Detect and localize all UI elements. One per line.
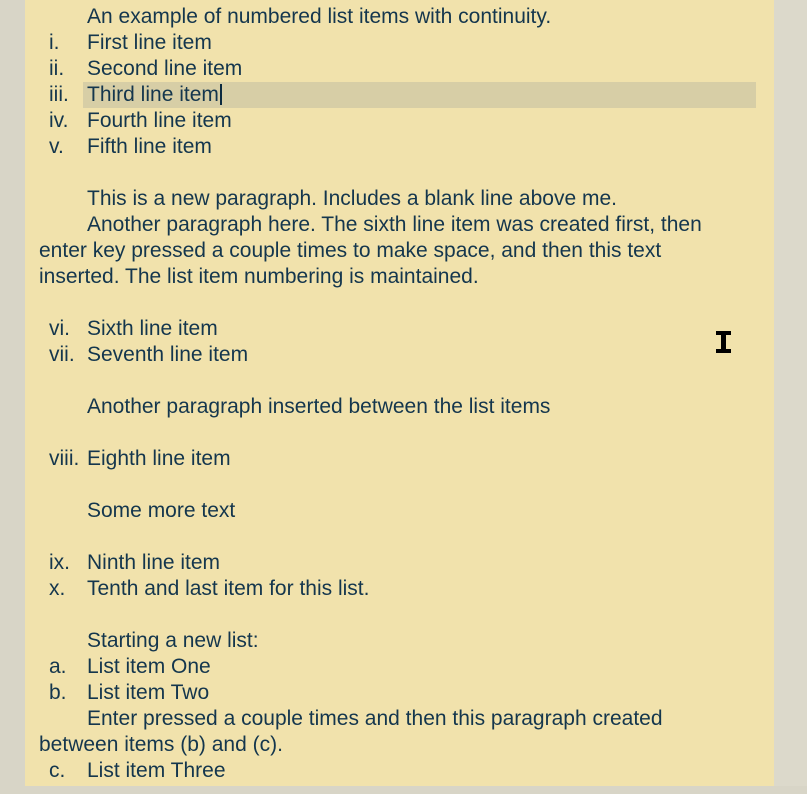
paragraph-line[interactable] xyxy=(25,264,774,290)
paragraph-line[interactable] xyxy=(25,186,774,212)
list-marker: c. xyxy=(49,759,66,782)
paragraph-line[interactable] xyxy=(25,394,774,420)
line-text: First line item xyxy=(87,31,212,54)
blank-line[interactable] xyxy=(25,602,774,628)
list-item-line[interactable] xyxy=(25,654,774,680)
blank-line[interactable] xyxy=(25,160,774,186)
line-text: Some more text xyxy=(87,499,236,522)
list-marker: iii. xyxy=(49,83,69,106)
list-marker: a. xyxy=(49,655,67,678)
list-item-line[interactable] xyxy=(25,82,774,108)
line-text: between items (b) and (c). xyxy=(39,733,283,756)
paragraph-line[interactable] xyxy=(25,212,774,238)
line-text: Ninth line item xyxy=(87,551,221,574)
list-item-line[interactable] xyxy=(25,134,774,160)
paragraph-line[interactable] xyxy=(25,706,774,732)
paragraph-line[interactable] xyxy=(25,238,774,264)
line-text: inserted. The list item numbering is maintained. xyxy=(39,265,479,288)
ibeam-cursor-icon xyxy=(716,331,731,353)
list-marker: i. xyxy=(49,31,60,54)
list-marker: ix. xyxy=(49,551,70,574)
line-text: Seventh line item xyxy=(87,343,249,366)
line-text: Third line item xyxy=(87,82,222,108)
list-item-line[interactable] xyxy=(25,342,774,368)
list-marker: b. xyxy=(49,681,67,704)
line-text: Second line item xyxy=(87,57,243,80)
line-text: List item One xyxy=(87,655,211,678)
list-marker: vii. xyxy=(49,343,75,366)
list-item-line[interactable] xyxy=(25,758,774,784)
list-marker: iv. xyxy=(49,109,69,132)
blank-line[interactable] xyxy=(25,472,774,498)
list-marker: x. xyxy=(49,577,66,600)
list-item-line[interactable] xyxy=(25,108,774,134)
list-item-line[interactable] xyxy=(25,680,774,706)
text-editor[interactable] xyxy=(25,0,774,786)
left-gutter xyxy=(0,0,25,794)
list-item-line[interactable] xyxy=(25,576,774,602)
line-text: Sixth line item xyxy=(87,317,218,340)
line-text: Another paragraph here. The sixth line item was created first, then xyxy=(87,213,702,236)
line-text: Fourth line item xyxy=(87,109,232,132)
paragraph-line[interactable] xyxy=(25,4,774,30)
line-text: Starting a new list: xyxy=(87,629,259,652)
list-item-line[interactable] xyxy=(25,30,774,56)
line-text: This is a new paragraph. Includes a blank line above me. xyxy=(87,187,617,210)
list-marker: v. xyxy=(49,135,64,158)
list-item-line[interactable] xyxy=(25,56,774,82)
text-caret xyxy=(220,84,222,105)
line-text: List item Two xyxy=(87,681,210,704)
list-item-line[interactable] xyxy=(25,550,774,576)
line-text: Tenth and last item for this list. xyxy=(87,577,370,600)
paragraph-line[interactable] xyxy=(25,498,774,524)
blank-line[interactable] xyxy=(25,368,774,394)
paragraph-line[interactable] xyxy=(25,628,774,654)
list-marker: ii. xyxy=(49,57,65,80)
blank-line[interactable] xyxy=(25,290,774,316)
bottom-gutter xyxy=(0,786,807,794)
blank-line[interactable] xyxy=(25,524,774,550)
line-text: Enter pressed a couple times and then this paragraph created xyxy=(87,707,663,730)
line-text: Eighth line item xyxy=(87,447,231,470)
list-item-line[interactable] xyxy=(25,446,774,472)
blank-line[interactable] xyxy=(25,420,774,446)
list-item-line[interactable] xyxy=(25,316,774,342)
list-marker: viii. xyxy=(49,447,80,470)
line-text: List item Three xyxy=(87,759,226,782)
paragraph-line[interactable] xyxy=(25,732,774,758)
line-text: An example of numbered list items with continuity. xyxy=(87,5,552,28)
line-text: Another paragraph inserted between the list items xyxy=(87,395,551,418)
line-text: Fifth line item xyxy=(87,135,212,158)
list-marker: vi. xyxy=(49,317,70,340)
right-gutter xyxy=(774,0,807,794)
line-text: enter key pressed a couple times to make space, and then this text xyxy=(39,239,662,262)
